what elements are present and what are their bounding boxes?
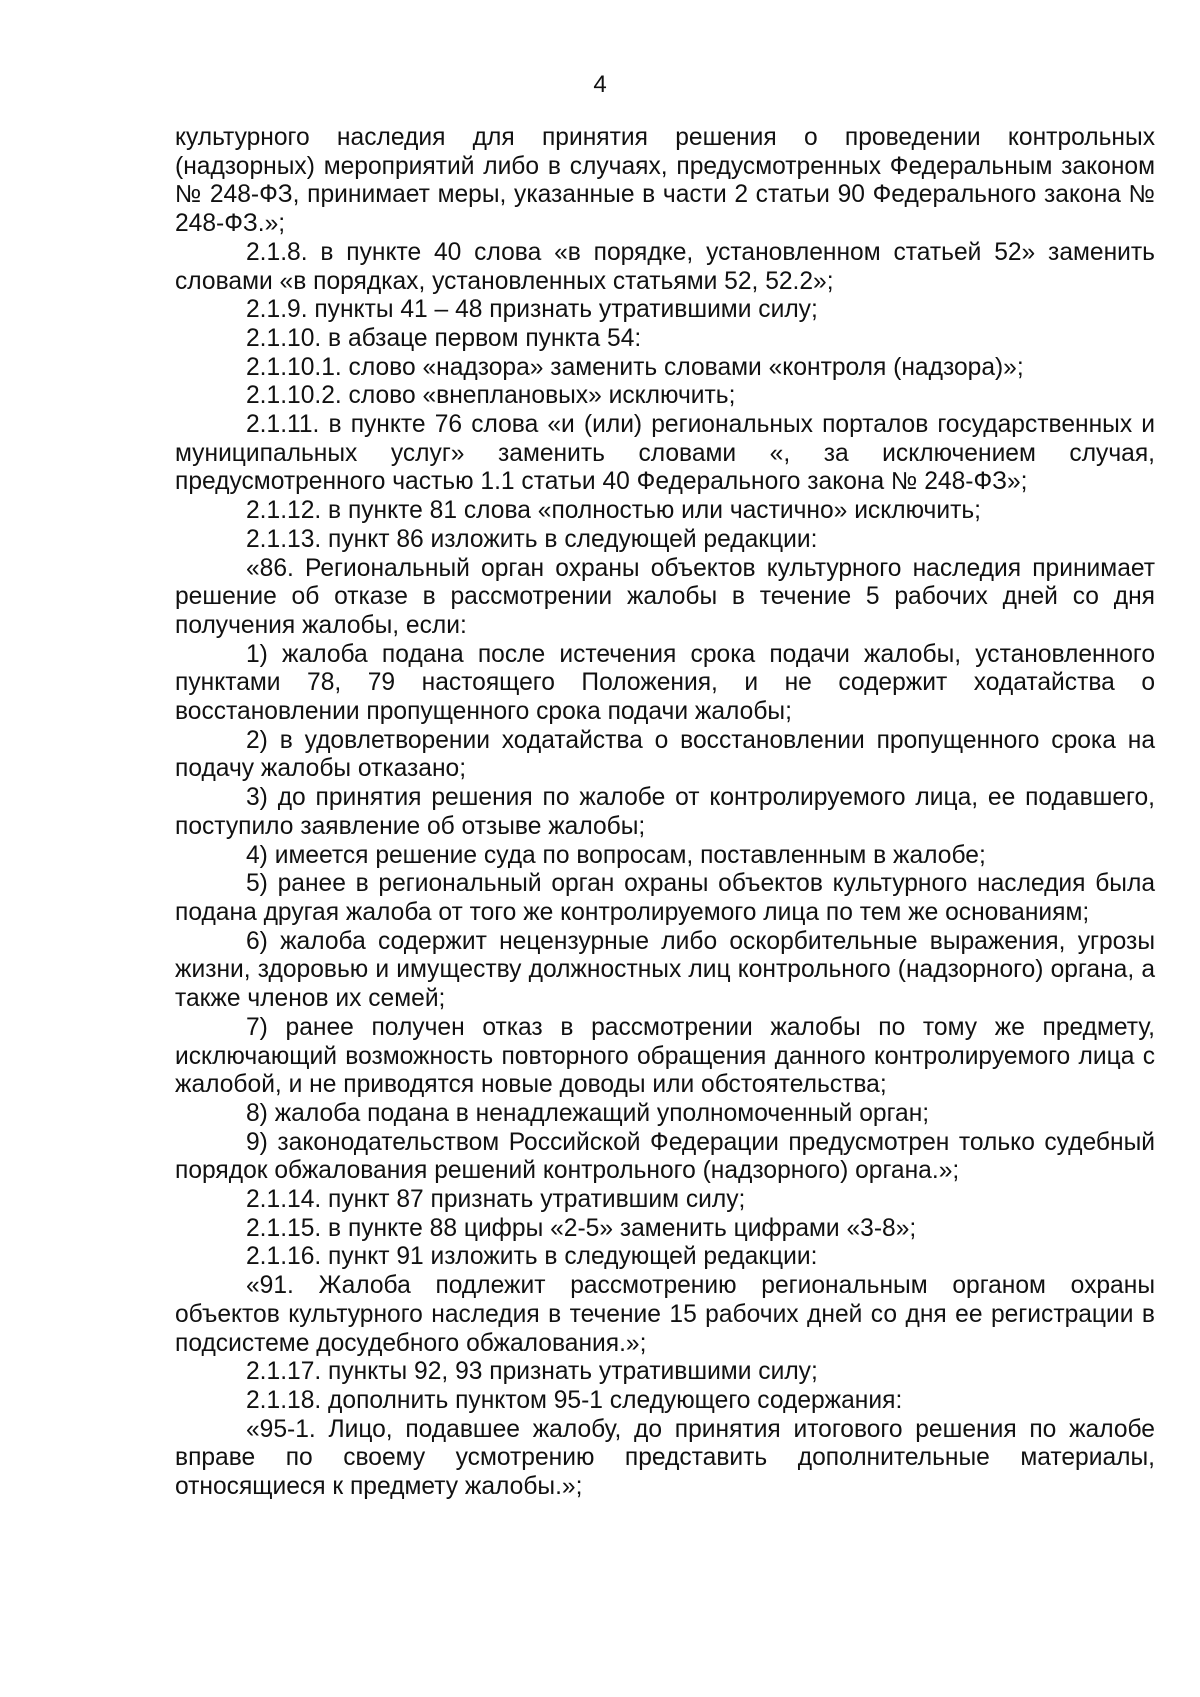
paragraph: 2.1.15. в пункте 88 цифры «2-5» заменить цифрами «3-8»;	[246, 1214, 917, 1242]
paragraph: «95-1. Лицо, подавшее жалобу, до принятия итогового решения по жалобе вправе по своему усмотрению представить дополнительные материалы, относящиеся к предмету жалобы.»;	[175, 1415, 1155, 1501]
paragraph: 2.1.17. пункты 92, 93 признать утратившими силу;	[246, 1358, 818, 1386]
list-item: 6) жалоба содержит нецензурные либо оскорбительные выражения, угрозы жизни, здоровью и имуществу должностных лиц контрольного (надзорного) органа, а также членов их семей;	[175, 927, 1155, 1013]
paragraph: 2.1.12. в пункте 81 слова «полностью или частично» исключить;	[246, 497, 981, 525]
paragraph: 2.1.10.2. слово «внеплановых» исключить;	[246, 382, 736, 410]
paragraph: культурного наследия для принятия решения о проведении контрольных (надзорных) мероприятий либо в случаях, предусмотренных Федеральным законом № 248-ФЗ, принимает меры, указанные в части 2 статьи 90 Федерального закона № 248-ФЗ.»;	[175, 124, 1155, 238]
paragraph: 2.1.10.1. слово «надзора» заменить словами «контроля (надзора)»;	[246, 353, 1024, 381]
list-item: 9) законодательством Российской Федерации предусмотрен только судебный порядок обжалования решений контрольного (надзорного) органа.»;	[175, 1128, 1155, 1185]
paragraph: «86. Региональный орган охраны объектов культурного наследия принимает решение об отказе в рассмотрении жалобы в течение 5 рабочих дней со дня получения жалобы, если:	[175, 554, 1155, 639]
document-body	[175, 124, 1155, 1502]
paragraph: «91. Жалоба подлежит рассмотрению региональным органом охраны объектов культурного наследия в течение 15 рабочих дней со дня ее регистрации в подсистеме досудебного обжалования.»;	[175, 1272, 1155, 1357]
page-number: 4	[593, 71, 607, 98]
list-item: 3) до принятия решения по жалобе от контролируемого лица, ее подавшего, поступило заявление об отзыве жалобы;	[175, 784, 1155, 840]
paragraph: 2.1.8. в пункте 40 слова «в порядке, установленном статьей 52» заменить словами «в порядках, установленных статьями 52, 52.2»;	[175, 238, 1155, 295]
list-item: 2) в удовлетворении ходатайства о восстановлении пропущенного срока на подачу жалобы отказано;	[175, 726, 1155, 783]
paragraph: 2.1.10. в абзаце первом пункта 54:	[246, 324, 642, 352]
list-item: 4) имеется решение суда по вопросам, поставленным в жалобе;	[246, 841, 986, 869]
list-item: 5) ранее в региональный орган охраны объектов культурного наследия была подана другая жалоба от того же контролируемого лица по тем же основаниям;	[175, 870, 1155, 926]
paragraph: 2.1.14. пункт 87 признать утратившим силу;	[246, 1186, 746, 1214]
paragraph: 2.1.9. пункты 41 – 48 признать утратившими силу;	[246, 296, 818, 324]
list-item: 7) ранее получен отказ в рассмотрении жалобы по тому же предмету, исключающий возможность повторного обращения данного контролируемого лица с жалобой, и не приводятся новые доводы или обстоятельства;	[175, 1013, 1155, 1099]
paragraph: 2.1.16. пункт 91 изложить в следующей редакции:	[246, 1243, 818, 1271]
paragraph: 2.1.11. в пункте 76 слова «и (или) региональных порталов государственных и муниципальных услуг» заменить словами «, за исключением случая, предусмотренного частью 1.1 статьи 40 Федерального закона № 248-ФЗ»;	[175, 411, 1155, 496]
paragraph: 2.1.18. дополнить пунктом 95-1 следующего содержания:	[246, 1386, 903, 1414]
list-item: 8) жалоба подана в ненадлежащий уполномоченный орган;	[246, 1099, 930, 1127]
list-item: 1) жалоба подана после истечения срока подачи жалобы, установленного пунктами 78, 79 настоящего Положения, и не содержит ходатайства о восстановлении пропущенного срока подачи жалобы;	[175, 640, 1155, 726]
paragraph: 2.1.13. пункт 86 изложить в следующей редакции:	[246, 525, 818, 553]
